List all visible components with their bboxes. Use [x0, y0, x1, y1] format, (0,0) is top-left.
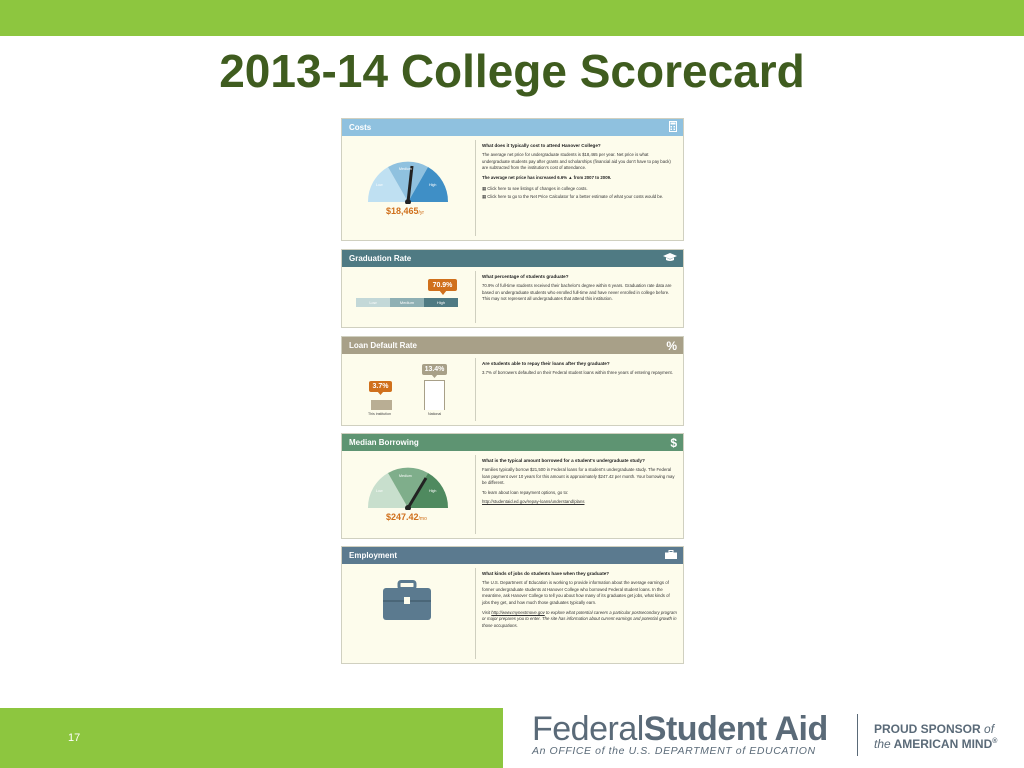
dollar-icon: $	[670, 435, 677, 450]
cost-gauge-medium: Medium	[399, 167, 412, 171]
costs-header	[342, 119, 683, 136]
cost-gauge-low: Low	[376, 183, 383, 187]
briefcase-icon	[665, 550, 677, 562]
graduation-value: 70.9%	[428, 279, 457, 291]
borrowing-divider	[475, 455, 476, 534]
graduation-bar-low: Low	[356, 298, 390, 307]
employment-body	[342, 564, 683, 663]
federal-student-aid-logo: FederalStudent Aid	[532, 710, 828, 748]
costs-text	[482, 142, 677, 203]
borrowing-gauge-high: High	[429, 489, 437, 493]
employment-panel	[341, 546, 684, 664]
page-number: 17	[68, 732, 81, 744]
costs-changes-link[interactable]: ▦ Click here to see listings of changes in college costs.	[482, 185, 588, 191]
graduation-question: What percentage of students graduate?	[482, 274, 569, 279]
national-label: National	[428, 412, 442, 416]
employment-note: Visit http://www.mynextmove.gov to explore what potential careers a particular postsecondary program or major prepares you to enter. The site has information about current earnings and potential growth in those occupations.	[482, 609, 677, 629]
borrowing-text	[482, 457, 677, 507]
proud-sponsor-line1: PROUD SPONSOR of	[874, 722, 995, 736]
costs-question: What does it typically cost to attend Hanover College?	[482, 143, 601, 148]
loan-default-body	[342, 354, 683, 425]
national-default-bar	[424, 380, 445, 410]
net-price-calculator-link[interactable]: ▦ Click here to go to the Net Price Calculator for a better estimate of what your costs would be.	[482, 194, 664, 200]
national-default-value: 13.4%	[422, 364, 447, 375]
costs-panel	[341, 118, 684, 241]
borrowing-value: $247.42/mo	[386, 512, 427, 522]
mynextmove-link[interactable]: http://www.mynextmove.gov	[491, 609, 545, 615]
employment-briefcase-graphic	[383, 580, 431, 620]
employment-text	[482, 570, 677, 632]
proud-sponsor-line2: the AMERICAN MIND®	[874, 737, 998, 751]
graduation-bar-high: High	[424, 298, 458, 307]
graduation-callout-pointer	[439, 290, 447, 295]
graduation-description: 70.9% of full-time students received their bachelor's degree within 6 years. Graduation rate data are based on undergraduate students who enrolled full-time and have never enrolled in college before. This may not represent all undergraduates that attend this institution.	[482, 283, 672, 302]
costs-highlight: The average net price has increased 6.6% ▲ from 2007 to 2009.	[482, 175, 612, 181]
employment-description: The U.S. Department of Education is working to provide information about the average earnings of former undergraduate students at Hanover College who borrowed Federal student loans. In the meantime, ask Hanover College to tell you about how many of its graduates get jobs, what kinds of jobs they get, and how much those graduates typically earn.	[482, 580, 670, 606]
borrowing-question: What is the typical amount borrowed for a student's undergraduate study?	[482, 458, 645, 463]
graduation-bar-medium: Medium	[390, 298, 424, 307]
costs-description: The average net price for undergraduate students is $18,465 per year. Net price is what undergraduate students pay after grants and scholarships (financial aid you don't have to pay back) are subtracted from the institution's cost of attendance.	[482, 152, 671, 171]
graduation-header	[342, 250, 683, 267]
slide-title: 2013-14 College Scorecard	[219, 45, 805, 97]
costs-divider	[475, 140, 476, 236]
top-accent-bar	[0, 0, 1024, 36]
loan-default-header-label: Loan Default Rate	[349, 341, 418, 350]
institution-callout-pointer	[377, 391, 384, 395]
calculator-icon	[669, 121, 677, 135]
employment-question: What kinds of jobs do students have when they graduate?	[482, 571, 610, 576]
graduation-cap-icon	[663, 253, 677, 265]
loan-default-question: Are students able to repay their loans after they graduate?	[482, 361, 610, 366]
institution-default-value: 3.7%	[369, 381, 392, 392]
costs-body	[342, 136, 683, 240]
employment-header	[342, 547, 683, 564]
percent-icon: %	[666, 338, 677, 353]
borrowing-gauge-medium: Medium	[399, 474, 412, 478]
cost-gauge-high: High	[429, 183, 437, 187]
employment-header-label: Employment	[349, 551, 398, 560]
borrowing-header-label: Median Borrowing	[349, 438, 419, 447]
national-callout-pointer	[431, 374, 438, 378]
graduation-text	[482, 273, 677, 305]
borrowing-description: Families typically borrow $21,500 in Federal loans for a student's undergraduate study. The Federal loan payment over 10 years for this amount is approximately $247.42 per month. Your borrowing may be different.	[482, 467, 675, 486]
borrowing-gauge	[366, 466, 450, 510]
borrowing-header	[342, 434, 683, 451]
costs-header-label: Costs	[349, 123, 372, 132]
institution-label: This institution	[368, 412, 391, 416]
loan-default-description: 3.7% of borrowers defaulted on their Federal student loans within three years of entering repayment.	[482, 370, 673, 376]
cost-value: $18,465/yr	[386, 206, 425, 216]
graduation-divider	[475, 271, 476, 323]
borrowing-panel	[341, 433, 684, 539]
repayment-plans-link[interactable]: http://studentaid.ed.gov/repay-loans/understand/plans	[482, 498, 585, 504]
borrowing-gauge-low: Low	[376, 489, 383, 493]
institution-default-bar	[371, 400, 392, 410]
loan-default-panel	[341, 336, 684, 426]
loan-default-text	[482, 360, 677, 379]
employment-divider	[475, 568, 476, 659]
footer-divider	[857, 714, 858, 756]
fsa-tagline: An OFFICE of the U.S. DEPARTMENT of EDUCATION	[532, 745, 816, 757]
graduation-header-label: Graduation Rate	[349, 254, 412, 263]
borrowing-note: To learn about loan repayment options, go to:	[482, 490, 569, 496]
graduation-panel	[341, 249, 684, 328]
borrowing-body	[342, 451, 683, 538]
loan-default-header	[342, 337, 683, 354]
graduation-body	[342, 267, 683, 327]
loan-default-divider	[475, 358, 476, 421]
